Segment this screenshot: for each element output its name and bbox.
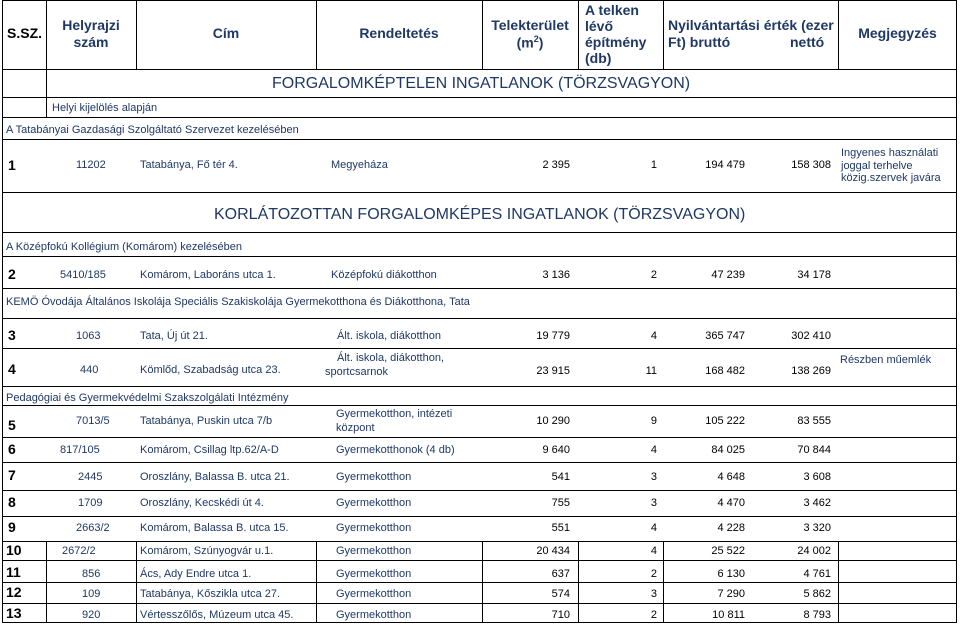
row-db: 2 [650, 568, 657, 580]
row-number: 9 [8, 519, 16, 535]
row-rendeltetes-line1: Ált. iskola, diákotthon, [337, 352, 445, 364]
row-terulet: 3 136 [542, 269, 570, 281]
row-netto: 3 462 [803, 497, 831, 509]
row-cim: Oroszlány, Balassa B. utca 21. [140, 471, 290, 483]
row-hrsz: 817/105 [60, 444, 100, 456]
header-netto: nettó [790, 34, 825, 50]
row-terulet: 755 [551, 497, 570, 509]
section-rule [2, 97, 957, 98]
header-helyrajzi: Helyrajzi [62, 17, 120, 33]
row-cim: Vértesszőlős, Múzeum utca 45. [140, 609, 294, 621]
header-telekterulet: Telekterület [491, 17, 569, 33]
row-rendeltetes: Középfokú diákotthon [331, 269, 437, 281]
row-number: 11 [6, 564, 21, 580]
section-rule [2, 232, 957, 233]
row-netto: 8 793 [803, 609, 831, 621]
row-rendeltetes: Gyermekotthonok (4 db) [336, 444, 455, 456]
row-terulet: 19 779 [536, 330, 570, 342]
group-kozepfoku: A Középfokú Kollégium (Komárom) kezelésében [6, 241, 243, 253]
row-db: 4 [650, 444, 657, 456]
row-number: 6 [8, 441, 16, 457]
row-rule [2, 582, 957, 583]
row-number: 8 [8, 494, 16, 510]
row-rendeltetes: Gyermekotthon [336, 497, 412, 509]
row-number: 7 [8, 467, 16, 483]
column-rule [578, 0, 579, 69]
row-hrsz: 2663/2 [76, 522, 110, 534]
row-hrsz: 5410/185 [60, 269, 106, 281]
row-terulet: 9 640 [542, 444, 570, 456]
row-cim: Tatabánya, Puskin utca 7/b [140, 415, 273, 427]
row-rule [2, 386, 957, 387]
header-bottom-rule [2, 69, 957, 70]
row-cim: Tatabánya, Fő tér 4. [140, 159, 238, 171]
row-rendeltetes: Gyermekotthon [336, 471, 412, 483]
row-rule [2, 541, 957, 542]
row-db: 4 [650, 545, 657, 557]
row-hrsz: 856 [82, 568, 101, 580]
row-hrsz: 920 [82, 609, 101, 621]
group-rule [2, 405, 957, 406]
superscript: 2 [533, 34, 539, 44]
group-pedagogiai: Pedagógiai és Gyermekvédelmi Szakszolgálati Intézmény [6, 392, 289, 404]
row-rendeltetes: Gyermekotthon [336, 609, 412, 621]
row-netto: 83 555 [797, 415, 831, 427]
row-db: 11 [645, 365, 657, 377]
row-db: 2 [650, 269, 657, 281]
row-db: 4 [650, 330, 657, 342]
row-hrsz: 2672/2 [62, 545, 96, 557]
row-number: 5 [8, 417, 16, 433]
row-number: 3 [8, 327, 16, 343]
row-brutto: 4 228 [717, 522, 745, 534]
row-netto: 24 002 [797, 545, 831, 557]
row-rendeltetes: Gyermekotthon [336, 522, 412, 534]
row-terulet: 574 [551, 588, 570, 600]
header-ssz: S.SZ. [7, 25, 43, 41]
header-megjegyzes: Megjegyzés [858, 25, 937, 41]
column-rule [136, 541, 137, 623]
row-hrsz: 109 [82, 588, 101, 600]
row-hrsz: 11202 [76, 159, 106, 171]
group-rule [2, 139, 957, 140]
group-rule [2, 117, 957, 118]
row-cim: Komárom, Laboráns utca 1. [140, 269, 276, 281]
row-brutto: 7 290 [717, 588, 745, 600]
row-cim: Ács, Ady Endre utca 1. [140, 568, 252, 580]
row-number: 4 [8, 361, 16, 377]
row-netto: 302 410 [791, 330, 831, 342]
row-brutto: 105 222 [705, 415, 745, 427]
row-terulet: 710 [551, 609, 570, 621]
row-rendeltetes: Gyermekotthon [336, 568, 412, 580]
row-brutto: 84 025 [711, 444, 745, 456]
row-rendeltetes-line2: sportcsarnok [325, 366, 388, 378]
row-db: 3 [650, 588, 657, 600]
row-rule [2, 437, 957, 438]
row-db: 3 [650, 471, 657, 483]
row-megjegyzes: Részben műemlék [840, 354, 932, 366]
group-rule [2, 318, 957, 319]
row-netto: 70 844 [797, 444, 831, 456]
row-cim: Tata, Új út 21. [140, 330, 208, 342]
row-rule [2, 462, 957, 463]
row-rule [2, 288, 957, 289]
row-hrsz: 7013/5 [76, 415, 110, 427]
header-telken-2: lévő [585, 18, 614, 34]
header-telken-3: építmény [585, 34, 647, 50]
row-cim: Oroszlány, Kecskédi út 4. [140, 497, 264, 509]
row-netto: 158 308 [791, 159, 831, 171]
row-netto: 3 320 [803, 522, 831, 534]
column-rule [46, 541, 47, 623]
row-terulet: 2 395 [542, 159, 570, 171]
row-hrsz: 440 [80, 364, 99, 376]
row-db: 1 [650, 159, 657, 171]
row-number: 12 [6, 584, 22, 600]
row-brutto: 6 130 [717, 568, 745, 580]
row-brutto: 194 479 [705, 159, 745, 171]
column-rule [316, 541, 317, 623]
header-telken-1: A telken [585, 2, 639, 18]
row-db: 4 [650, 522, 657, 534]
row-netto: 34 178 [797, 269, 831, 281]
row-number: 1 [8, 157, 16, 173]
row-rendeltetes-line1: Gyermekotthon, intézeti [336, 408, 453, 420]
row-rule [2, 560, 957, 561]
row-brutto: 4 648 [717, 471, 745, 483]
row-rule [2, 348, 957, 349]
row-db: 3 [650, 497, 657, 509]
row-rendeltetes-line2: központ [336, 422, 375, 434]
row-megjegyzes: Ingyenes használati joggal terhelve közig.szervek javára [841, 147, 941, 185]
header-nyilvantartasi: Nyilvántartási érték (ezer [668, 17, 834, 33]
row-cim: Kömlőd, Szabadság utca 23. [140, 364, 281, 376]
group-rule [2, 256, 957, 257]
row-netto: 5 862 [803, 588, 831, 600]
header-brutto: Ft) bruttó [668, 34, 731, 50]
header-szam: szám [73, 34, 109, 50]
row-rendeltetes: Gyermekotthon [336, 545, 412, 557]
row-terulet: 20 434 [536, 545, 570, 557]
row-netto: 138 269 [791, 365, 831, 377]
row-rendeltetes: Gyermekotthon [336, 588, 412, 600]
group-tatabanyai: A Tatabányai Gazdasági Szolgáltató Szervezet kezelésében [6, 124, 299, 136]
row-hrsz: 2445 [78, 471, 103, 483]
row-rule [2, 516, 957, 517]
column-rule [838, 541, 839, 623]
row-rendeltetes: Megyeháza [331, 159, 388, 171]
row-db: 2 [650, 609, 657, 621]
row-rule [2, 603, 957, 604]
section-title-forgalomkeptelen: FORGALOMKÉPTELEN INGATLANOK (TÖRZSVAGYON) [272, 75, 691, 92]
group-helyi: Helyi kijelölés alapján [52, 102, 158, 114]
section-title-korlatozottan: KORLÁTOZOTTAN FORGALOMKÉPES INGATLANOK (TÖRZSVAGYON) [214, 206, 746, 223]
row-brutto: 47 239 [711, 269, 745, 281]
row-brutto: 4 470 [717, 497, 745, 509]
row-rule [2, 192, 957, 193]
row-cim: Komárom, Balassa B. utca 15. [140, 522, 289, 534]
row-brutto: 365 747 [705, 330, 745, 342]
row-netto: 4 761 [803, 568, 831, 580]
row-hrsz: 1063 [76, 330, 101, 342]
row-number: 10 [6, 542, 22, 558]
row-terulet: 541 [551, 471, 570, 483]
row-brutto: 168 482 [705, 365, 745, 377]
header-rendeltetes: Rendeltetés [359, 25, 439, 41]
header-telekterulet-unit: $(m^2)$ [516, 34, 544, 51]
row-cim: Komárom, Csillag ltp.62/A-D [140, 444, 279, 456]
row-terulet: 10 290 [536, 415, 570, 427]
row-terulet: 551 [551, 522, 570, 534]
row-cim: Tatabánya, Kőszikla utca 27. [140, 588, 281, 600]
row-brutto: 10 811 [712, 609, 745, 621]
row-brutto: 25 522 [711, 545, 745, 557]
row-terulet: 637 [551, 568, 570, 580]
row-hrsz: 1709 [78, 497, 103, 509]
column-rule [663, 0, 664, 69]
row-db: 9 [650, 415, 657, 427]
group-kemo: KEMÖ Óvodája Általános Iskolája Speciális Szakiskolája Gyermekotthona és Diákotthona, Tata [6, 296, 470, 308]
row-netto: 3 608 [803, 471, 831, 483]
header-telken-4: (db) [585, 50, 612, 66]
row-number: 13 [6, 605, 22, 621]
header-cim: Cím [212, 25, 240, 41]
row-terulet: 23 915 [536, 365, 570, 377]
row-rule [2, 490, 957, 491]
row-number: 2 [8, 266, 16, 282]
row-cim: Komárom, Szúnyogvár u.1. [140, 545, 274, 557]
row-rendeltetes: Ált. iskola, diákotthon [337, 330, 441, 342]
